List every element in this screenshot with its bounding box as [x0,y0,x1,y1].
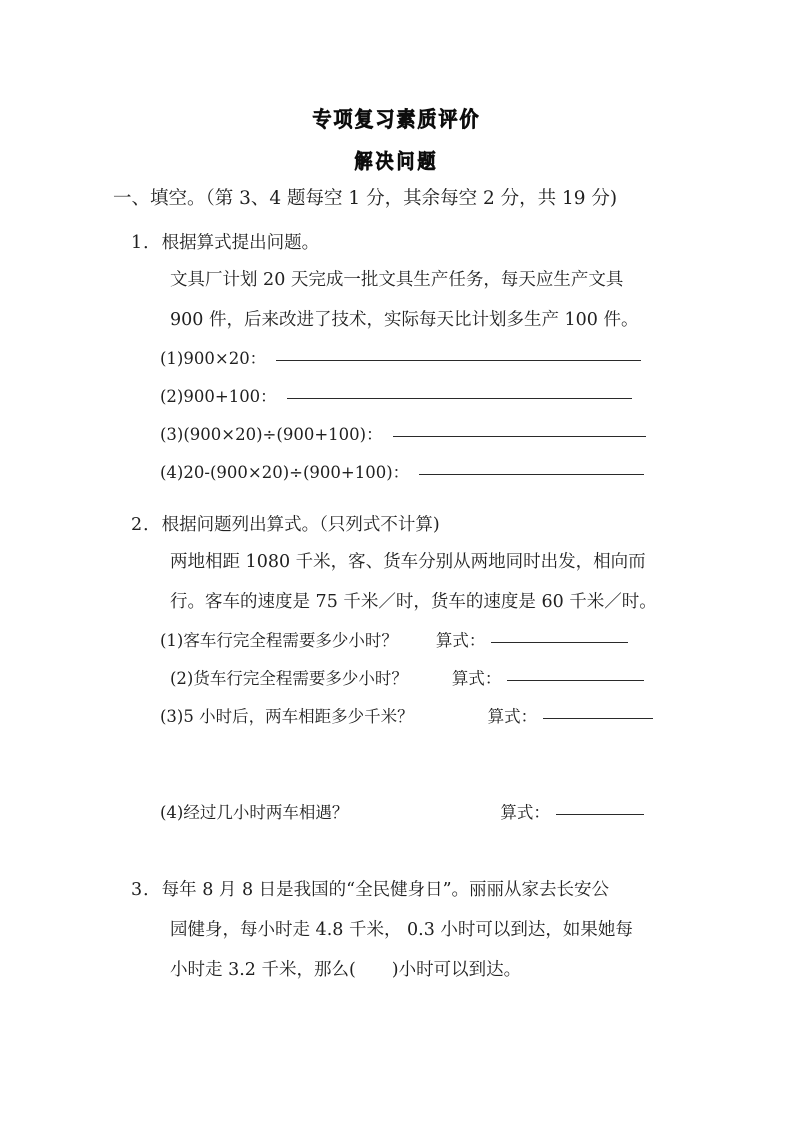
question-2-title [113,508,683,542]
question-3-number: 3． [131,880,162,900]
question-2-number: 2． [131,515,162,535]
question-2-sub-3-formula-label: 算式： [487,707,538,726]
question-1-sub-4-label: (4)20-(900×20)÷(900+100)： [160,463,410,482]
section-heading-fill-in-blank: 一、填空。（第 3、4 题每空 1 分，其余每空 2 分，共 19 分) [113,188,618,209]
question-1-sub-1-label: (1)900×20： [160,349,267,368]
document-body [113,186,683,992]
question-2-sub-2-formula-label: 算式： [451,669,502,688]
question-1-sub-2-label: (2)900+100： [160,387,277,406]
answer-blank-1-4[interactable] [419,474,644,475]
answer-blank-2-4[interactable] [556,814,644,815]
question-2-body-line-1: 两地相距 1080 千米，客、货车分别从两地同时出发，相向而 [170,552,646,572]
question-2-sub-1-formula-label: 算式： [435,631,486,650]
answer-blank-2-1[interactable] [491,642,628,643]
question-2-body-line-2: 行。客车的速度是 75 千米／时，货车的速度是 60 千米／时。 [170,592,657,612]
question-2-sub-4 [113,794,683,832]
answer-blank-1-1[interactable] [276,360,641,361]
question-1-title [113,226,683,260]
question-1-sub-3-label: (3)(900×20)÷(900+100)： [160,425,383,444]
question-3-tail: )小时可以到达。 [391,960,522,980]
question-1-body-line-1: 文具厂计划 20 天完成一批文具生产任务，每天应生产文具 [170,270,624,290]
answer-blank-1-2[interactable] [287,398,632,399]
question-2 [113,508,683,832]
question-2-sub-2-label: (2)货车行完全程需要多少小时？ [170,669,408,688]
question-3-line-2: 园健身，每小时走 4.8 千米， 0.3 小时可以到达，如果她每 [170,920,633,940]
answer-blank-2-3[interactable] [543,718,653,719]
question-1-body-line-2: 900 件，后来改进了技术，实际每天比计划多生产 100 件。 [170,310,639,330]
question-1-number: 1． [131,233,162,253]
question-3-body-line-3: 小时走 3.2 千米，那么( [170,960,356,980]
question-1-sub-4 [113,454,683,492]
question-2-sub-1-label: (1)客车行完全程需要多少小时？ [160,631,398,650]
question-2-sub-3-label: (3)5 小时后，两车相距多少千米？ [160,707,414,726]
answer-blank-1-3[interactable] [393,436,646,437]
question-2-title-text: 根据问题列出算式。（只列式不计算) [161,515,440,535]
question-3-line-3 [113,950,683,990]
question-3-line-1 [113,870,683,910]
question-1-sub-3 [113,416,683,454]
spacer [113,736,683,794]
document-subtitle: 解决问题 [354,150,439,174]
question-1-title-text: 根据算式提出问题。 [161,233,320,253]
question-2-sub-1 [113,622,683,660]
spacer [113,494,683,508]
question-2-sub-4-label: (4)经过几小时两车相遇？ [160,803,349,822]
question-1 [113,226,683,492]
question-3-body-line-1: 每年 8 月 8 日是我国的“全民健身日”。丽丽从家去长安公 [161,880,610,900]
spacer [113,834,683,870]
answer-blank-2-2[interactable] [507,680,644,681]
document-title: 专项复习素质评价 [312,107,481,133]
question-2-sub-4-formula-label: 算式： [500,803,550,822]
question-2-sub-3 [113,698,683,736]
question-1-sub-2 [113,378,683,416]
question-3 [113,870,683,990]
question-1-sub-1 [113,340,683,378]
question-2-sub-2 [113,660,683,698]
